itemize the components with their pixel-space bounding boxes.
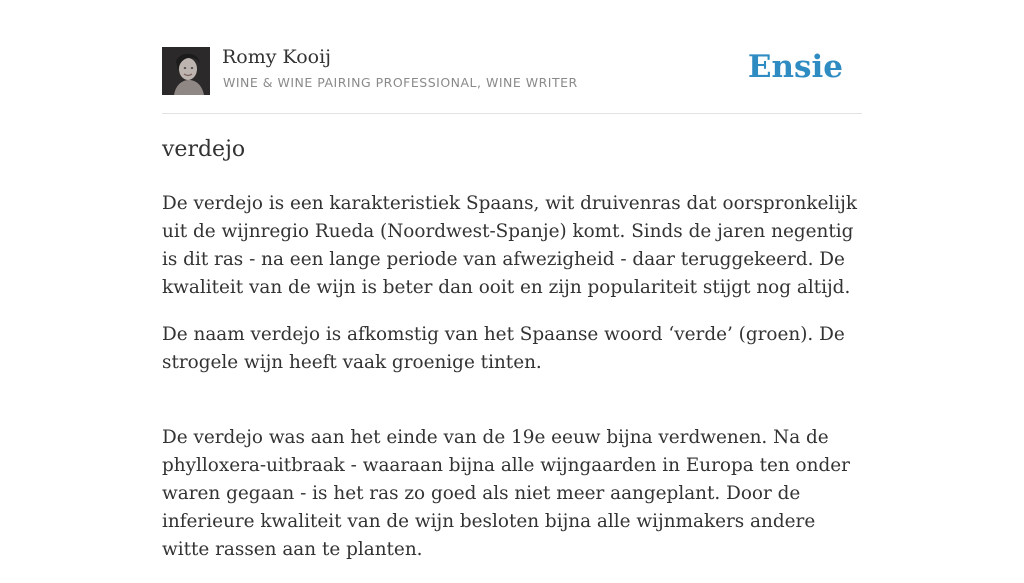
avatar-portrait-icon [162, 47, 210, 95]
paragraph-spacer [162, 396, 862, 424]
author-avatar[interactable] [162, 47, 210, 95]
paragraph-1: De verdejo is een karakteristiek Spaans, wit druivenras dat oorspronkelijk uit de wijnregio Rueda (Noordwest-Spanje) komt. Sinds de jaren negentig is dit ras - na een lange periode van afwezigheid - daar teruggekeerd. De kwaliteit van de wijn is beter dan ooit en zijn populariteit stijgt nog altijd. [162, 193, 858, 298]
article-title: verdejo [162, 137, 246, 162]
paragraph-3: De verdejo was aan het einde van de 19e eeuw bijna verdwenen. Na de phylloxera-uitbraak - waaraan bijna alle wijngaarden in Europa ten onder waren gegaan - is het ras zo goed als niet meer aangeplant. Door de inferieure kwaliteit van de wijn besloten bijna alle wijnmakers andere witte rassen aan te planten. [162, 427, 850, 560]
paragraph-2: De naam verdejo is afkomstig van het Spaanse woord ‘verde’ (groen). De strogele wijn heeft vaak groenige tinten. [162, 324, 845, 373]
author-name[interactable]: Romy Kooij [222, 46, 332, 68]
page-container [162, 0, 862, 560]
author-header [162, 0, 862, 114]
ensie-logo[interactable]: Ensie [747, 49, 843, 85]
article-body [162, 190, 862, 583]
author-role: WINE & WINE PAIRING PROFESSIONAL, WINE WRITER [223, 75, 578, 90]
